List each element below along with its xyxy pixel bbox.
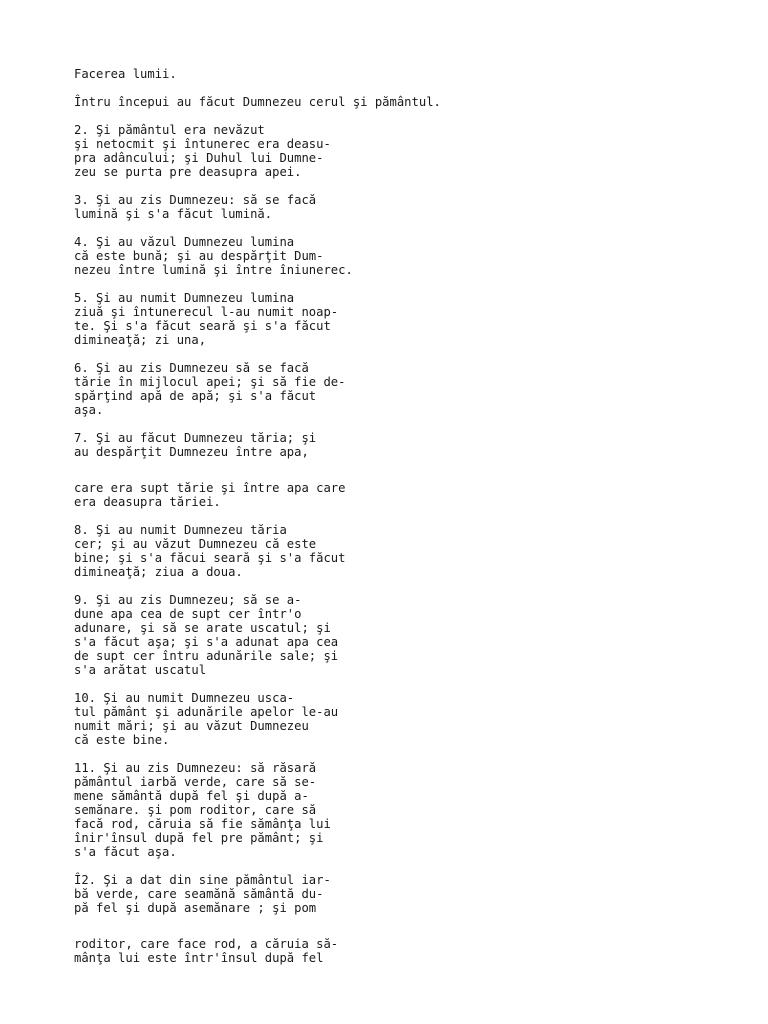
paragraph-line: 9. Şi au zis Dumnezeu; să se a- xyxy=(74,593,302,607)
paragraph-line: s'a făcut aşa. xyxy=(74,845,177,859)
paragraph-line: 6. Şi au zis Dumnezeu să se facă xyxy=(74,361,309,375)
paragraph-line: că este bună; şi au despărţit Dum- xyxy=(74,249,324,263)
paragraph-line: pă fel şi după asemănare ; şi pom xyxy=(74,901,317,915)
paragraph-line: mânţa lui este într'însul după fel xyxy=(74,951,324,965)
paragraph-line: s'a făcut aşa; şi s'a adunat apa cea xyxy=(74,635,339,649)
paragraph-line: aşa. xyxy=(74,403,104,417)
document-body xyxy=(74,95,734,965)
paragraph xyxy=(74,691,734,747)
paragraph-line: 10. Şi au numit Dumnezeu usca- xyxy=(74,691,295,705)
paragraph-line: tul pământ şi adunările apelor le-au xyxy=(74,705,339,719)
paragraph-line: s'a arătat uscatul xyxy=(74,663,207,677)
paragraph-line: 5. Şi au numit Dumnezeu lumina xyxy=(74,291,295,305)
paragraph-line: înir'însul după fel pre pământ; şi xyxy=(74,831,324,845)
paragraph-line: 4. Şi au văzul Dumnezeu lumina xyxy=(74,235,295,249)
paragraph xyxy=(74,291,734,347)
paragraph-line: zeu se purta pre deasupra apei. xyxy=(74,165,302,179)
paragraph xyxy=(74,523,734,579)
paragraph-line: au despărţit Dumnezeu între apa, xyxy=(74,445,309,459)
paragraph-line: bă verde, care seamănă sământă du- xyxy=(74,887,324,901)
paragraph-line: cer; şi au văzut Dumnezeu că este xyxy=(74,537,317,551)
paragraph-line: spărţind apă de apă; şi s'a făcut xyxy=(74,389,317,403)
paragraph-line: dune apa cea de supt cer într'o xyxy=(74,607,302,621)
paragraph-line: de supt cer întru adunările sale; şi xyxy=(74,649,339,663)
paragraph xyxy=(74,761,734,859)
paragraph-line: adunare, şi să se arate uscatul; şi xyxy=(74,621,331,635)
paragraph-line: semănare. şi pom roditor, care să xyxy=(74,803,317,817)
paragraph xyxy=(74,123,734,179)
paragraph-line: 2. Şi pământul era nevăzut xyxy=(74,123,265,137)
paragraph-line: lumină şi s'a făcut lumină. xyxy=(74,207,273,221)
paragraph-line: dimineaţă; zi una, xyxy=(74,333,207,347)
paragraph-line: mene sământă după fel şi după a- xyxy=(74,789,309,803)
paragraph-line: dimineaţă; ziua a doua. xyxy=(74,565,243,579)
paragraph-line: pământul iarbă verde, care să se- xyxy=(74,775,317,789)
paragraph xyxy=(74,481,734,509)
paragraph-line: te. Şi s'a făcut seară şi s'a făcut xyxy=(74,319,331,333)
paragraph-line: bine; şi s'a făcui seară şi s'a făcut xyxy=(74,551,346,565)
paragraph xyxy=(74,235,734,277)
paragraph-line: pra adâncului; şi Duhul lui Dumne- xyxy=(74,151,324,165)
paragraph xyxy=(74,95,734,109)
paragraph xyxy=(74,593,734,677)
paragraph-line: 8. Şi au numit Dumnezeu tăria xyxy=(74,523,287,537)
paragraph-line: nezeu între lumină şi între îniunerec. xyxy=(74,263,353,277)
paragraph-line: era deasupra tăriei. xyxy=(74,495,221,509)
paragraph xyxy=(74,873,734,915)
paragraph-line: tărie în mijlocul apei; şi să fie de- xyxy=(74,375,346,389)
paragraph-line: 7. Şi au făcut Dumnezeu tăria; şi xyxy=(74,431,317,445)
paragraph-line: ziuă şi întunerecul l-au numit noap- xyxy=(74,305,339,319)
paragraph-line: roditor, care face rod, a căruia să- xyxy=(74,937,339,951)
paragraph xyxy=(74,937,734,965)
paragraph-line: numit mări; şi au văzut Dumnezeu xyxy=(74,719,309,733)
paragraph-line: facă rod, căruia să fie sămânţa lui xyxy=(74,817,331,831)
paragraph-line: care era supt tărie şi între apa care xyxy=(74,481,346,495)
paragraph-line: Întru începui au făcut Dumnezeu cerul şi pământul. xyxy=(74,95,441,109)
paragraph xyxy=(74,193,734,221)
document-title: Facerea lumii. xyxy=(74,67,177,81)
paragraph-line: Î2. Şi a dat din sine pământul iar- xyxy=(74,873,331,887)
paragraph-line: 11. Şi au zis Dumnezeu: să răsară xyxy=(74,761,317,775)
paragraph xyxy=(74,361,734,417)
paragraph-line: 3. Şi au zis Dumnezeu: să se facă xyxy=(74,193,317,207)
paragraph-line: că este bine. xyxy=(74,733,170,747)
paragraph xyxy=(74,431,734,459)
document-page xyxy=(74,67,734,979)
paragraph-line: şi netocmit şi întunerec era deasu- xyxy=(74,137,331,151)
